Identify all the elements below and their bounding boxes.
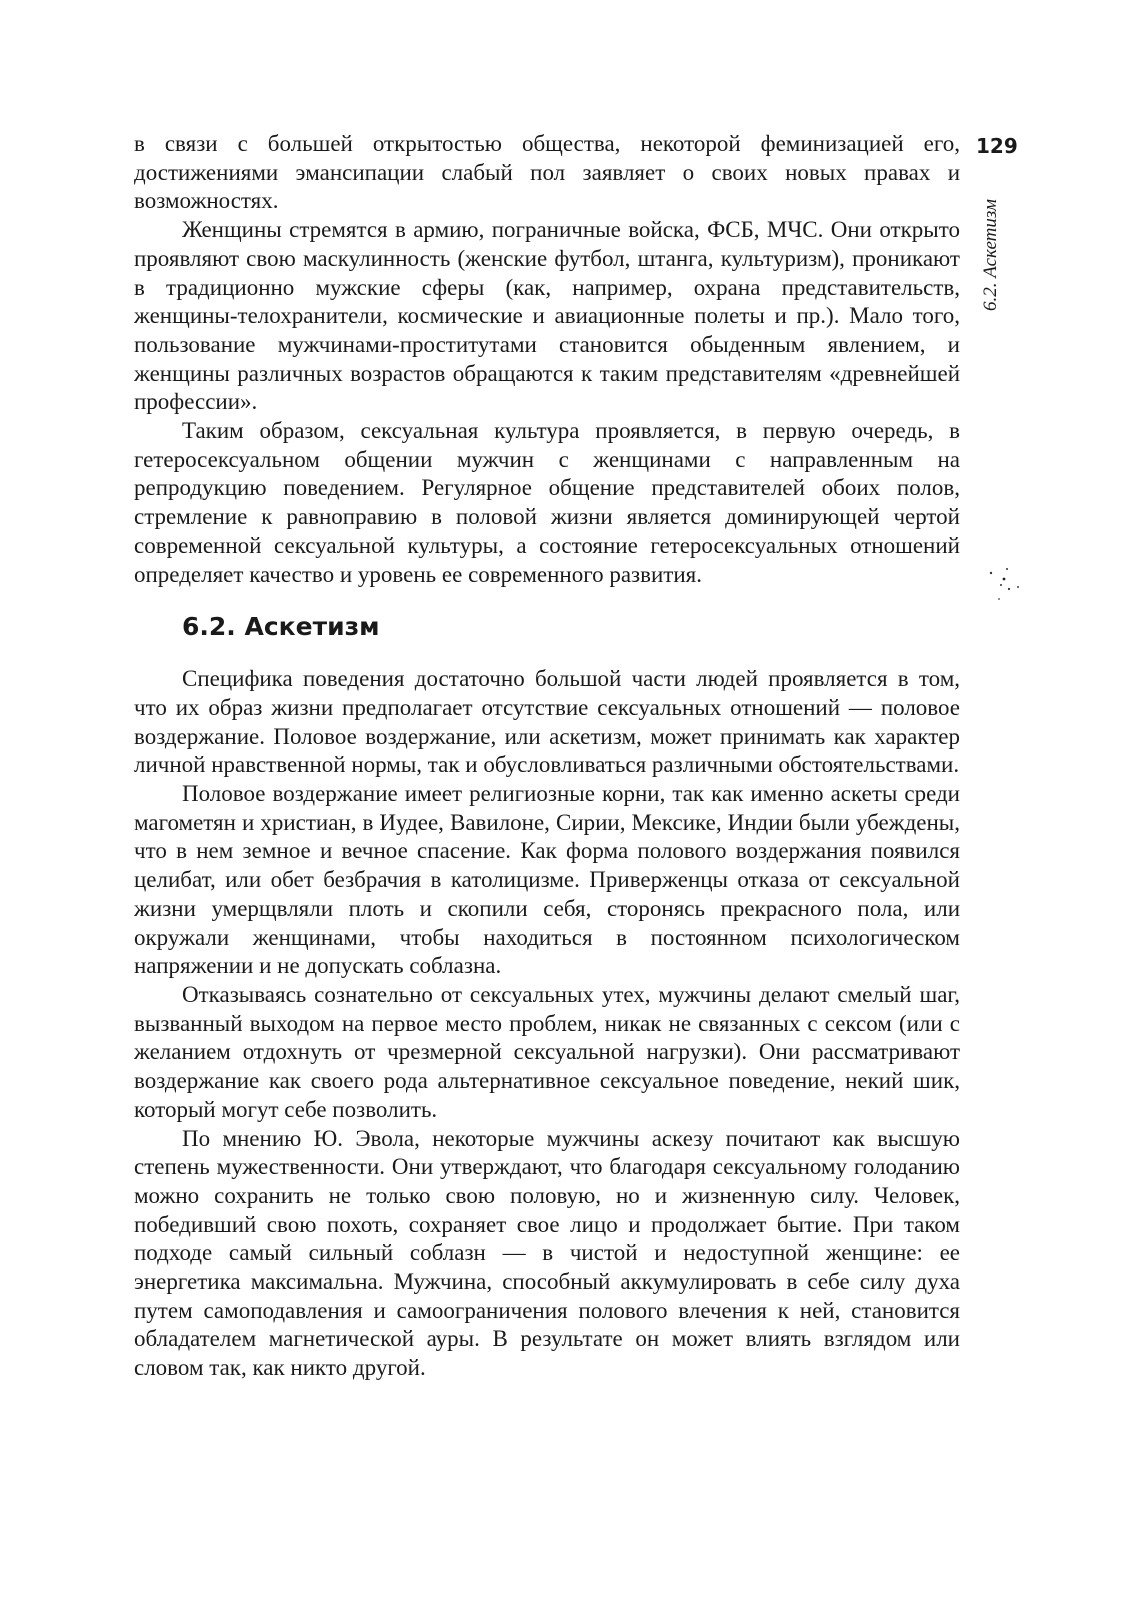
paragraph: Специфика поведения достаточно большой части людей проявляется в том, что их образ жизни предполагает отсутствие сексуальных отношений — половое воздержание. Половое воздержание, или аскетизм, может принимать как характер личной нравственной нормы, так и обусловливаться различными обстоятельствами. bbox=[134, 666, 960, 778]
paragraph: Половое воздержание имеет религиозные корни, так как именно аскеты среди магометян и христиан, в Иудее, Вавилоне, Сирии, Мексике, Индии были убеждены, что в нем земное и вечное спасение. Как форма полового воздержания появился целибат, или обет безбрачия в католицизме. Приверженцы отказа от сексуальной жизни умерщвляли плоть и скопили себя, сторонясь прекрасного пола, или окружали женщинами, чтобы находиться в постоянном психологическом напряжении и не допускать соблазна. bbox=[134, 781, 960, 979]
paragraph: в связи с большей открытостью общества, некоторой феминизацией его, достижениями эмансипации слабый пол заявляет о своих новых правах и возможностях. bbox=[134, 131, 960, 214]
paragraph: Женщины стремятся в армию, пограничные войска, ФСБ, МЧС. Они открыто проявляют свою маскулинность (женские футбол, штанга, культуризм), проникают в традиционно мужские сферы (как, например, охрана представительств, женщины-телохранители, космические и авиационные полеты и пр.). Мало того, пользование мужчинами-проститутами становится обыденным явлением, и женщины различных возрастов обращаются к таким представителям «древнейшей профессии». bbox=[134, 217, 960, 415]
running-head: 6.2. Аскетизм bbox=[980, 199, 1001, 311]
scan-specks-decoration bbox=[985, 565, 1025, 615]
paragraph: Таким образом, сексуальная культура проявляется, в первую очередь, в гетеросексуальном общении мужчин с женщинами с направленным на репродукцию поведением. Регулярное общение представителей обоих полов, стремление к равноправию в половой жизни является доминирующей чертой современной сексуальной культуры, а состояние гетеросексуальных отношений определяет качество и уровень ее современного развития. bbox=[134, 418, 960, 587]
section-heading: 6.2. Аскетизм bbox=[182, 612, 380, 642]
paragraph: По мнению Ю. Эвола, некоторые мужчины аскезу почитают как высшую степень мужественности. Они утверждают, что благодаря сексуальному голоданию можно сохранить не только свою половую, но и жизненную силу. Человек, победивший свою похоть, сохраняет свое лицо и продолжает бытие. При таком подходе самый сильный соблазн — в чистой и недоступной женщине: ее энергетика максимальна. Мужчина, способный аккумулировать в себе силу духа путем самоподавления и самоограничения полового влечения к ней, становится обладателем магнетической ауры. В результате он может влиять взглядом или словом так, как никто другой. bbox=[134, 1125, 960, 1381]
page-body bbox=[134, 130, 960, 1383]
paragraph: Отказываясь сознательно от сексуальных утех, мужчины делают смелый шаг, вызванный выходом на первое место проблем, никак не связанных с сексом (или с желанием отдохнуть от чрезмерной сексуальной нагрузки). Они рассматривают воздержание как своего рода альтернативное сексуальное поведение, некий шик, который могут себе позволить. bbox=[134, 981, 960, 1122]
page-number: 129 bbox=[976, 134, 1018, 158]
